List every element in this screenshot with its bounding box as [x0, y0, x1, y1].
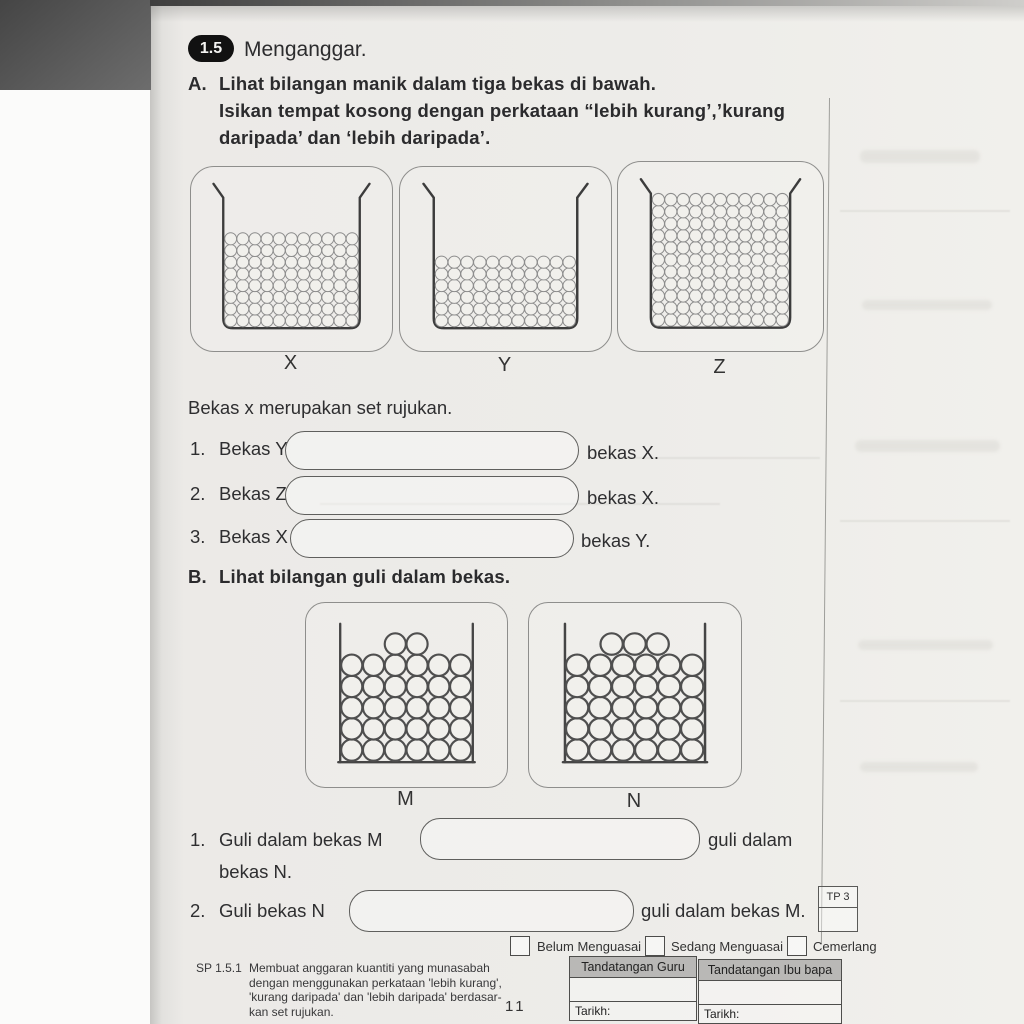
container-label-x: X: [283, 352, 298, 374]
section-b-line1: Lihat bilangan guli dalam bekas.: [219, 566, 511, 587]
bead-container-panel-y: [399, 166, 612, 352]
tp-level-label: TP 3: [819, 887, 857, 908]
checkbox-belum-menguasai[interactable]: [510, 936, 530, 956]
section-b-label: B.: [188, 566, 207, 587]
bleedthrough-artifact: [855, 440, 1000, 452]
qa1-suffix: bekas X.: [587, 442, 659, 463]
beaker-z-illustration: [621, 165, 820, 348]
marble-container-panel-n: [528, 602, 742, 788]
teacher-signature-area[interactable]: [570, 978, 696, 1002]
qa2-suffix: bekas X.: [587, 487, 659, 508]
sp-line: 'kurang daripada' dan 'lebih daripada' berdasar-: [249, 990, 502, 1005]
qb2-suffix: guli dalam bekas M.: [641, 900, 806, 921]
parent-date-label[interactable]: Tarikh:: [704, 1007, 740, 1021]
sp-description: [249, 961, 529, 1019]
sp-line: Membuat anggaran kuantiti yang munasabah: [249, 961, 490, 975]
section-title: Menganggar.: [244, 38, 367, 61]
container-label-m: M: [397, 788, 414, 810]
qb1-answer-blank[interactable]: [420, 818, 700, 860]
section-a-line1: Lihat bilangan manik dalam tiga bekas di bawah.: [219, 73, 657, 94]
sp-line: kan set rujukan.: [249, 1004, 334, 1019]
bleedthrough-artifact: [860, 762, 978, 772]
section-number-badge: 1.5: [188, 35, 234, 62]
sp-code: SP 1.5.1: [196, 961, 242, 975]
qb2-number: 2.: [190, 900, 206, 921]
container-label-y: Y: [497, 354, 512, 376]
container-label-z: Z: [713, 356, 726, 378]
section-a-line2: Isikan tempat kosong dengan perkataan “lebih kurang’,’kurang: [219, 100, 786, 121]
beaker-y-illustration: [403, 170, 608, 348]
qa1-answer-blank[interactable]: [285, 431, 579, 470]
teacher-signature-header: Tandatangan Guru: [570, 957, 696, 978]
bleedthrough-artifact: [840, 210, 1010, 212]
qa3-number: 3.: [190, 526, 206, 547]
bleedthrough-artifact: [858, 640, 993, 650]
marble-container-panel-m: [305, 602, 508, 788]
qa2-number: 2.: [190, 483, 206, 504]
checkbox-sedang-menguasai[interactable]: [645, 936, 665, 956]
marbles-n-illustration: [532, 606, 738, 784]
bleedthrough-artifact: [840, 700, 1010, 702]
page-top-shade: [150, 6, 1024, 22]
label-cemerlang: Cemerlang: [813, 939, 877, 954]
page-number: 11: [505, 998, 527, 1015]
teacher-date-label[interactable]: Tarikh:: [575, 1004, 611, 1018]
marbles-m-illustration: [309, 606, 504, 784]
qb1-prefix: Guli dalam bekas M: [219, 829, 383, 850]
qb1-number: 1.: [190, 829, 206, 850]
qb2-answer-blank[interactable]: [349, 890, 634, 932]
section-a-label: A.: [188, 73, 207, 94]
bead-container-panel-x: [190, 166, 393, 352]
qb1-suffix-line2: bekas N.: [219, 861, 293, 882]
qa1-number: 1.: [190, 438, 206, 459]
qa2-prefix: Bekas Z: [219, 483, 287, 504]
photo-corner-shadow: [0, 0, 151, 90]
qa3-answer-blank[interactable]: [290, 519, 574, 558]
parent-signature-header: Tandatangan Ibu bapa: [699, 960, 841, 981]
checkbox-cemerlang[interactable]: [787, 936, 807, 956]
bleedthrough-artifact: [840, 520, 1010, 522]
section-a-line3: daripada’ dan ‘lebih daripada’.: [219, 127, 491, 148]
parent-signature-box: [698, 959, 842, 1024]
tp-level-box: [818, 886, 858, 932]
qa1-prefix: Bekas Y: [219, 438, 288, 459]
qa2-answer-blank[interactable]: [285, 476, 579, 515]
container-label-n: N: [626, 790, 642, 812]
bead-container-panel-z: [617, 161, 824, 352]
beaker-x-illustration: [194, 170, 389, 348]
label-belum-menguasai: Belum Menguasai: [537, 939, 642, 954]
qa3-prefix: Bekas X: [219, 526, 288, 547]
reference-note: Bekas x merupakan set rujukan.: [188, 397, 453, 418]
label-sedang-menguasai: Sedang Menguasai: [671, 939, 784, 954]
parent-signature-area[interactable]: [699, 981, 841, 1005]
qb2-prefix: Guli bekas N: [219, 900, 325, 921]
qb1-suffix: guli dalam: [708, 829, 793, 850]
teacher-signature-box: [569, 956, 697, 1021]
sp-line: dengan menggunakan perkataan 'lebih kurang',: [249, 975, 502, 990]
bleedthrough-artifact: [860, 150, 980, 163]
bleedthrough-artifact: [862, 300, 992, 310]
qa3-suffix: bekas Y.: [581, 530, 651, 551]
